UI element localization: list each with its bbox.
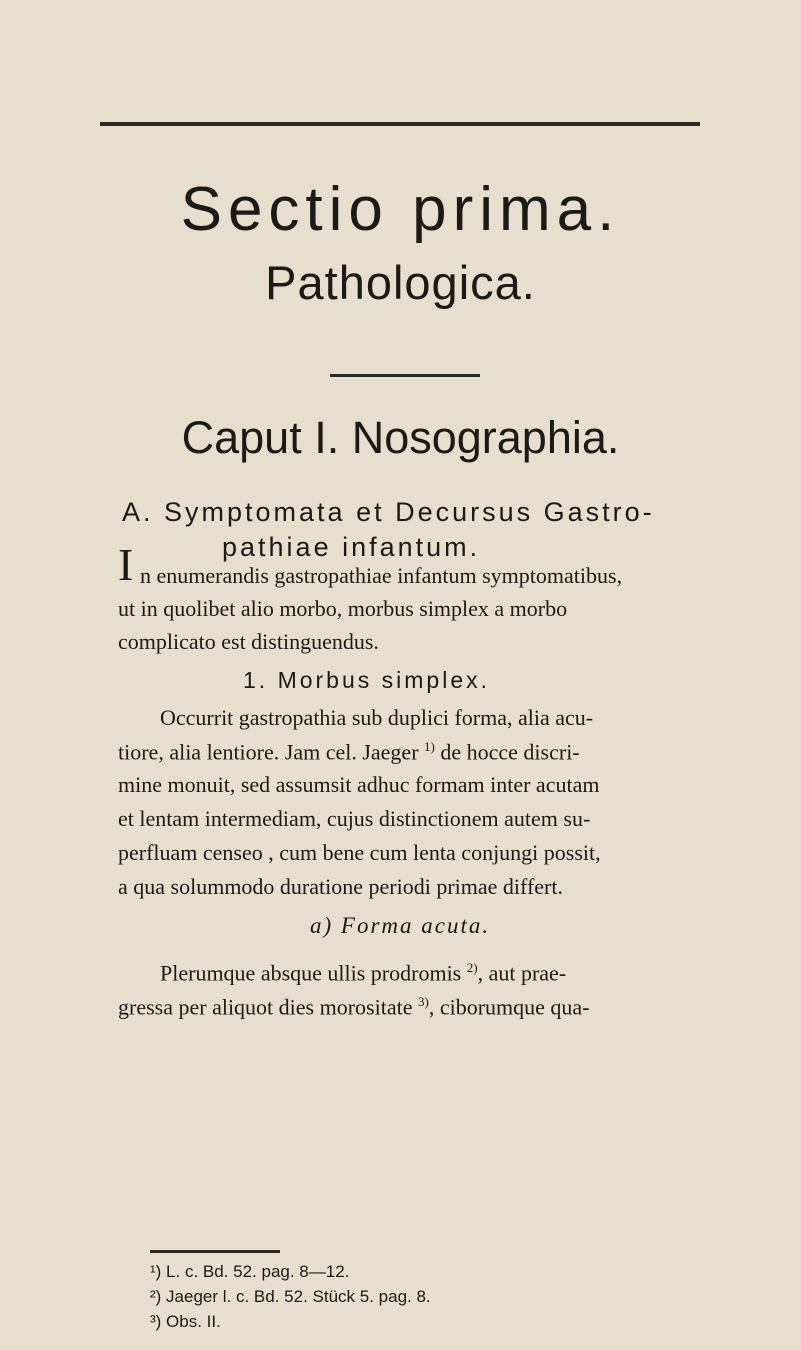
para3-line2: gressa per aliquot dies morositate $^{3)}$, ciborumque qua- xyxy=(118,994,590,1020)
para1-line3: complicato est distinguendus. xyxy=(118,629,379,654)
para2-line1: Occurrit gastropathia sub duplici forma, alia acu- xyxy=(160,705,594,730)
footnote-3: ³) Obs. II. xyxy=(150,1312,221,1331)
chapter-title: Caput I. Nosographia. xyxy=(181,412,620,463)
footnote-ref-2: 2) xyxy=(466,960,478,975)
footnote-2: ²) Jaeger l. c. Bd. 52. Stück 5. pag. 8. xyxy=(150,1287,431,1306)
subheading-a-line1: A. Symptomata et Decursus Gastro- xyxy=(122,497,655,527)
para3-line1: Plerumque absque ullis prodromis $^{2)}$, aut prae- xyxy=(160,960,567,986)
para2-line6: a qua solummodo duratione periodi primae differt. xyxy=(118,874,563,899)
para1-line2: ut in quolibet alio morbo, morbus simplex a morbo xyxy=(118,596,568,621)
subheading-forma-acuta: a) Forma acuta. xyxy=(310,913,491,938)
para2-line2: tiore, alia lentiore. Jam cel. Jaeger $^{1)}$ de hocce discri- xyxy=(118,739,580,765)
para1-line1: n enumerandis gastropathiae infantum symptomatibus, xyxy=(140,563,623,588)
divider-rule xyxy=(330,374,480,377)
footnote-rule xyxy=(150,1250,280,1253)
section-subtitle: Pathologica. xyxy=(265,256,536,309)
para2-line3: mine monuit, sed assumsit adhuc formam inter acutam xyxy=(118,772,600,797)
subheading-a-line2: pathiae infantum. xyxy=(222,532,481,562)
section-title: Sectio prima. xyxy=(180,175,621,244)
footnote-ref-3: 3) xyxy=(417,994,429,1009)
footnote-1: ¹) L. c. Bd. 52. pag. 8—12. xyxy=(150,1262,350,1281)
para2-line5: perfluam censeo , cum bene cum lenta conjungi possit, xyxy=(118,840,601,865)
para2-line4: et lentam intermediam, cujus distinctionem autem su- xyxy=(118,806,591,831)
subheading-morbus-simplex: 1. Morbus simplex. xyxy=(243,667,491,693)
drop-initial: I xyxy=(118,539,134,590)
footnote-ref-1: 1) xyxy=(424,739,435,754)
top-rule xyxy=(100,122,700,126)
